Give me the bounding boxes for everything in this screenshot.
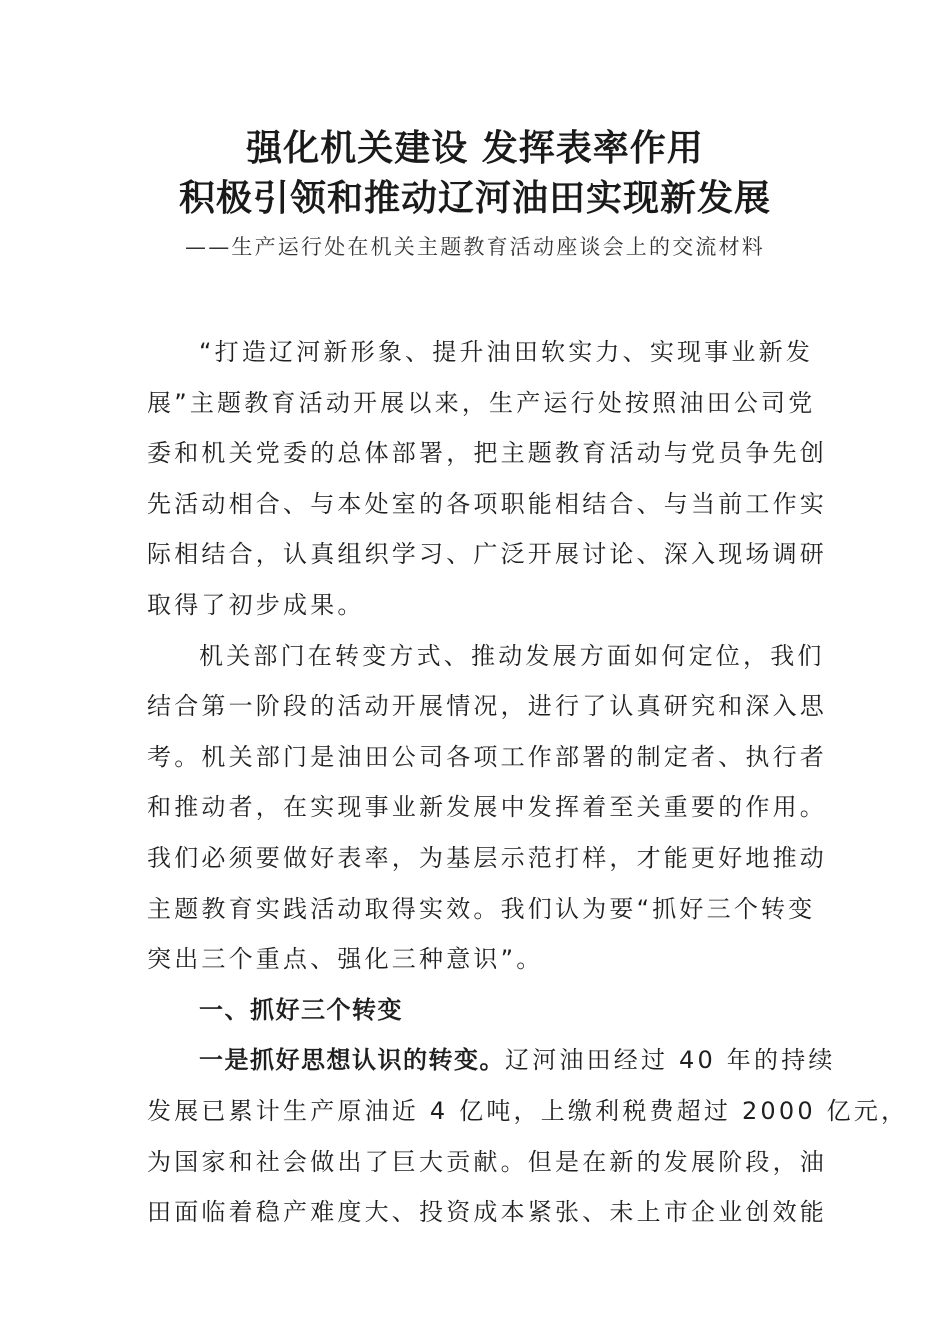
text-line: 我们必须要做好表率，为基层示范打样，才能更好地推动 <box>147 843 827 872</box>
text-line: 结合第一阶段的活动开展情况，进行了认真研究和深入思 <box>147 692 827 721</box>
document-body <box>147 327 909 1238</box>
paragraph-ideological-shift <box>147 1035 909 1237</box>
text-line: 委和机关党委的总体部署，把主题教育活动与党员争先创 <box>147 439 827 468</box>
paragraph-positioning <box>147 631 827 985</box>
text-line: 机关部门在转变方式、推动发展方面如何定位，我们 <box>199 641 825 670</box>
paragraph-intro <box>147 327 827 631</box>
text-line: 和推动者，在实现事业新发展中发挥着至关重要的作用。 <box>147 793 827 822</box>
text-run: 辽河油田经过 40 年的持续 <box>505 1046 836 1075</box>
text-line: 际相结合，认真组织学习、广泛开展讨论、深入现场调研 <box>147 540 827 569</box>
text-line: 为国家和社会做出了巨大贡献。但是在新的发展阶段，油 <box>147 1147 827 1176</box>
text-line: “打造辽河新形象、提升油田软实力、实现事业新发 <box>199 338 814 366</box>
text-line: 主题教育实践活动取得实效。我们认为要“抓好三个转变 <box>147 894 816 923</box>
document-title-line-2: 积极引领和推动辽河油田实现新发展 <box>178 177 771 219</box>
document-subtitle: ——生产运行处在机关主题教育活动座谈会上的交流材料 <box>185 235 765 259</box>
text-line: 田面临着稳产难度大、投资成本紧张、未上市企业创效能 <box>147 1198 827 1227</box>
text-line: 突出三个重点、强化三种意识”。 <box>147 945 544 974</box>
text-line: 先活动相合、与本处室的各项职能相结合、与当前工作实 <box>147 489 827 518</box>
text-line: 展”主题教育活动开展以来，生产运行处按照油田公司党 <box>147 388 816 417</box>
text-line: 发展已累计生产原油近 4 亿吨，上缴利税费超过 2000 亿元， <box>147 1096 909 1125</box>
section-heading: 一、抓好三个转变 <box>199 994 403 1024</box>
paragraph-lead: 一是抓好思想认识的转变。 <box>199 1045 505 1075</box>
text-line <box>147 1035 836 1086</box>
text-line: 考。机关部门是油田公司各项工作部署的制定者、执行者 <box>147 742 827 771</box>
document-title-line-1: 强化机关建设 发挥表率作用 <box>246 127 704 169</box>
text-line: 取得了初步成果。 <box>147 590 365 619</box>
